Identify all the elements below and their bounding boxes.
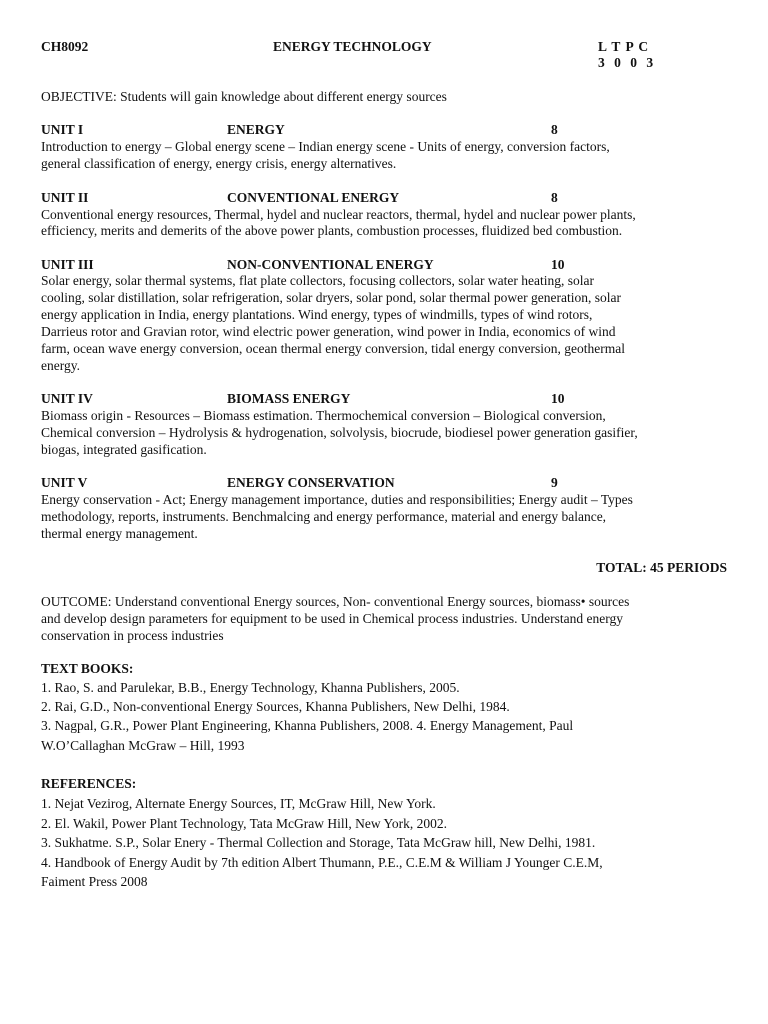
outcome-line: OUTCOME: Understand conventional Energy sources, Non- conventional Energy sources, biomass• sources: [41, 594, 630, 609]
outcome-line: conservation in process industries: [41, 628, 224, 643]
unit-text-line: cooling, solar distillation, solar refrigeration, solar dryers, solar pond, solar thermal power generation, solar: [41, 290, 621, 305]
unit-text-line: thermal energy management.: [41, 526, 198, 541]
total-periods: TOTAL: 45 PERIODS: [596, 560, 727, 575]
textbook-item: 1. Rao, S. and Parulekar, B.B., Energy Technology, Khanna Publishers, 2005.: [41, 680, 460, 695]
unit-code: UNIT IV: [41, 391, 93, 406]
unit-text-line: biogas, integrated gasification.: [41, 442, 207, 457]
textbooks-heading: TEXT BOOKS:: [41, 661, 134, 676]
unit-code: UNIT III: [41, 257, 94, 272]
textbook-item: 3. Nagpal, G.R., Power Plant Engineering, Khanna Publishers, 2008. 4. Energy Management, Paul: [41, 718, 574, 733]
unit-text-line: Chemical conversion – Hydrolysis & hydrogenation, solvolysis, biocrude, biodiesel power generation gasifier,: [41, 425, 638, 440]
unit-code: UNIT V: [41, 475, 88, 490]
unit-title: ENERGY: [227, 122, 285, 137]
textbook-item: 2. Rai, G.D., Non-conventional Energy Sources, Khanna Publishers, New Delhi, 1984.: [41, 699, 510, 714]
unit-hours: 8: [551, 122, 558, 137]
unit-code: UNIT I: [41, 122, 84, 137]
unit-text-line: energy application in India, energy plantations. Wind energy, types of windmills, types of wind rotors,: [41, 307, 593, 322]
unit-text-line: Conventional energy resources, Thermal, hydel and nuclear reactors, thermal, hydel and nuclear power plants,: [41, 207, 636, 222]
unit-hours: 10: [551, 257, 565, 272]
unit-text-line: Biomass origin - Resources – Biomass estimation. Thermochemical conversion – Biological conversion,: [41, 408, 606, 423]
objective-text: OBJECTIVE: Students will gain knowledge about different energy sources: [41, 89, 447, 104]
unit-code: UNIT II: [41, 190, 89, 205]
unit-text-line: Introduction to energy – Global energy scene – Indian energy scene - Units of energy, conversion factors,: [41, 139, 610, 154]
unit-text-line: general classification of energy, energy crisis, energy alternatives.: [41, 156, 397, 171]
unit-title: CONVENTIONAL ENERGY: [227, 190, 400, 205]
unit-text-line: methodology, reports, instruments. Benchmalcing and energy performance, material and energy balance,: [41, 509, 607, 524]
reference-item: 1. Nejat Vezirog, Alternate Energy Sources, IT, McGraw Hill, New York.: [41, 796, 436, 811]
reference-item: 3. Sukhatme. S.P., Solar Enery - Thermal Collection and Storage, Tata McGraw hill, New Delhi, 1981.: [41, 835, 596, 850]
unit-hours: 10: [551, 391, 565, 406]
outcome-line: and develop design parameters for equipment to be used in Chemical process industries. Understand energy: [41, 611, 623, 626]
textbook-item: W.O’Callaghan McGraw – Hill, 1993: [41, 738, 245, 753]
unit-title: BIOMASS ENERGY: [227, 391, 351, 406]
unit-title: ENERGY CONSERVATION: [227, 475, 395, 490]
course-code: CH8092: [41, 39, 89, 54]
unit-text-line: efficiency, merits and demerits of the above power plants, combustion processes, fluidized bed combustion.: [41, 223, 623, 238]
reference-item: 4. Handbook of Energy Audit by 7th edition Albert Thumann, P.E., C.E.M & William J Younger C.E.M,: [41, 855, 603, 870]
ltpc-label: L T P C: [598, 39, 650, 54]
reference-item: 2. El. Wakil, Power Plant Technology, Tata McGraw Hill, New York, 2002.: [41, 816, 447, 831]
ltpc-values: 3 0 0 3: [598, 55, 657, 70]
reference-item: Faiment Press 2008: [41, 874, 148, 889]
unit-hours: 8: [551, 190, 558, 205]
unit-text-line: Energy conservation - Act; Energy management importance, duties and responsibilities; Energy audit – Types: [41, 492, 633, 507]
unit-text-line: farm, ocean wave energy conversion, ocean thermal energy conversion, tidal energy conversion, geothermal: [41, 341, 626, 356]
unit-text-line: energy.: [41, 358, 80, 373]
references-heading: REFERENCES:: [41, 776, 137, 791]
unit-hours: 9: [551, 475, 558, 490]
unit-text-line: Solar energy, solar thermal systems, flat plate collectors, focusing collectors, solar water heating, solar: [41, 273, 594, 288]
unit-text-line: Darrieus rotor and Gravian rotor, wind electric power generation, wind power in India, economics of wind: [41, 324, 616, 339]
course-title: ENERGY TECHNOLOGY: [273, 39, 432, 54]
unit-title: NON-CONVENTIONAL ENERGY: [227, 257, 434, 272]
